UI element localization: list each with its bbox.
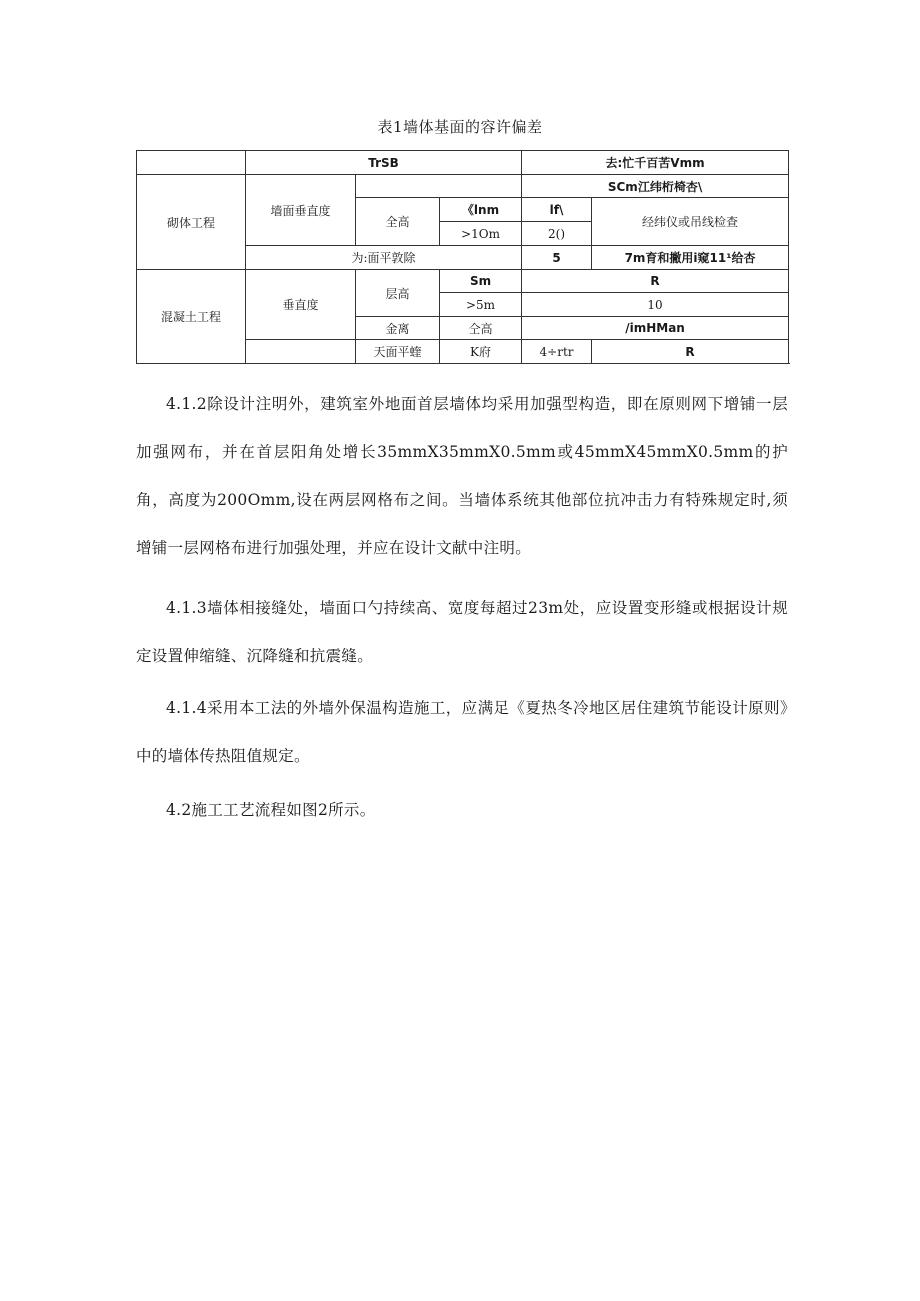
table-cell-category: 混凝土工程 [137, 270, 246, 364]
table-cell: >1Om [440, 222, 522, 246]
table-row [137, 270, 789, 293]
table-cell: 去:忙千百苦Vmm [522, 151, 789, 175]
table-cell: /imHMan [522, 317, 789, 340]
table-cell-empty [246, 340, 356, 364]
table-cell-empty [137, 151, 246, 175]
table-cell-item: 墙面垂直度 [246, 175, 356, 246]
table-cell: 为:面平敦除 [246, 246, 522, 270]
table-cell: 2() [522, 222, 592, 246]
table-caption: 表1墙体基面的容许偏差 [377, 118, 543, 136]
table-cell: 全高 [356, 198, 440, 246]
table-cell: 4÷rtr [522, 340, 592, 364]
table-cell: TrSB [246, 151, 522, 175]
table-cell: 仝高 [440, 317, 522, 340]
table-cell-empty [356, 175, 522, 198]
table-cell: 金离 [356, 317, 440, 340]
table-cell: R [592, 340, 789, 364]
paragraph-4-1-4: 4.1.4采用本工法的外墙外保温构造施工，应满足《夏热冬冷地区居住建筑节能设计原则》中的墙体传热阻值规定。 [136, 699, 788, 765]
table-cell-category: 砌体工程 [137, 175, 246, 270]
table-cell: R [522, 270, 789, 293]
paragraph-4-2: 4.2施工工艺流程如图2所示。 [166, 801, 376, 819]
table-cell: lf\ [522, 198, 592, 222]
table-row [137, 175, 789, 198]
tolerance-table [136, 150, 789, 364]
table-cell-method: 经纬仪或吊线检查 [592, 198, 789, 246]
table-cell-item: 垂直度 [246, 270, 356, 340]
table-cell: 天面平蝰 [356, 340, 440, 364]
paragraph-4-1-3: 4.1.3墙体相接缝处，墙面口勺持续高、宽度每超过23m处，应设置变形缝或根据设计规定设置伸缩缝、沉降缝和抗震缝。 [136, 599, 788, 665]
table-cell: 《lnm [440, 198, 522, 222]
table-cell: K府 [440, 340, 522, 364]
table-cell: >5m [440, 293, 522, 317]
table-cell: 5 [522, 246, 592, 270]
table-cell: 层高 [356, 270, 440, 317]
table-cell: 7m育和撇用i窥11¹给杏 [592, 246, 789, 270]
table-row [137, 151, 789, 175]
paragraph-4-1-2: 4.1.2除设计注明外，建筑室外地面首层墙体均采用加强型构造，即在原则网下增铺一层加强网布，并在首层阳角处增长35mmX35mmX0.5mm或45mmX45mmX0.5mm的护角，高度为200Omm,设在两层网格布之间。当墙体系统其他部位抗冲击力有特殊规定时,须增铺一层网格布进行加强处理，并应在设计文献中注明。 [136, 395, 788, 557]
table-cell: SCm江纬桁椅杏\ [522, 175, 789, 198]
table-cell: 10 [522, 293, 789, 317]
table-cell: Sm [440, 270, 522, 293]
